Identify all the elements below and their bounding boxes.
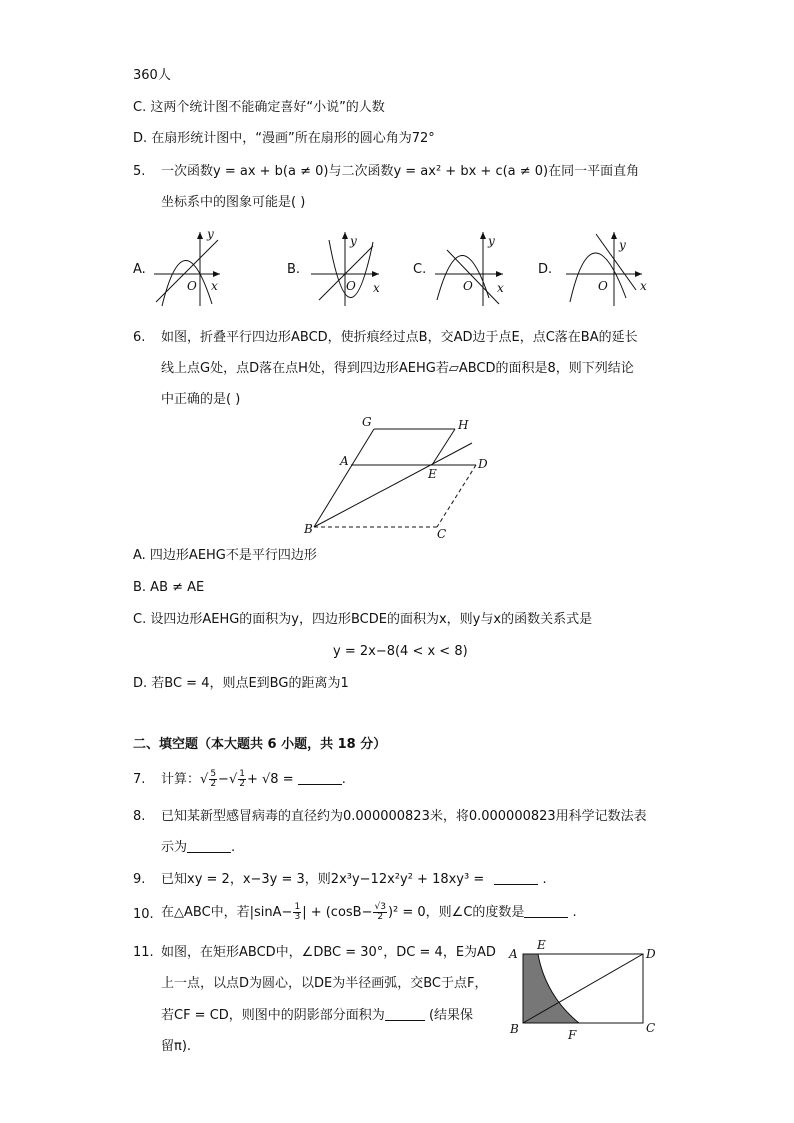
- q6-figure: [300, 412, 500, 542]
- q11-point-c: C: [646, 1021, 656, 1035]
- q10-fraction-2: [373, 903, 386, 922]
- q11-answer-blank[interactable]: [385, 1008, 425, 1021]
- q10-fraction-1-den: 3: [294, 912, 301, 922]
- q10-fraction-2-den: 2: [377, 912, 384, 922]
- q5-a-origin-label: O: [187, 279, 197, 293]
- q6-stem-line2: 线上点G处，点D落在点H处，得到四边形AEHG若▱ABCD的面积是8，则下列结论: [161, 361, 634, 376]
- q7-expression: [161, 768, 346, 792]
- q11-line1: 如图，在矩形ABCD中，∠DBC = 30°，DC = 4，E为AD: [161, 945, 496, 960]
- q11-number: 11.: [133, 945, 154, 960]
- q5-number: 5.: [133, 164, 146, 179]
- q6-point-b: B: [304, 522, 313, 536]
- q11-line3-text: 若CF = CD，则图中的阴影部分面积为: [161, 1008, 385, 1023]
- q10-fraction-2-num: √3: [374, 902, 386, 912]
- q4-continuation: 360人: [133, 68, 171, 83]
- q6-point-g: G: [362, 415, 372, 429]
- q5-b-x-label: x: [373, 281, 380, 295]
- q5-option-a-label: A.: [133, 262, 146, 277]
- q5-b-origin-label: O: [346, 279, 356, 293]
- q7-fraction-2: [238, 770, 246, 789]
- q11-line3-tail: (结果保: [428, 1008, 474, 1023]
- q10-end: .: [572, 905, 577, 920]
- q5-stem-line1: 一次函数y = ax + b(a ≠ 0)与二次函数y = ax² + bx + c(a ≠ 0)在同一平面直角: [161, 164, 640, 179]
- q4-option-d: D. 在扇形统计图中，“漫画”所在扇形的圆心角为72°: [133, 131, 435, 146]
- q10-text-3: )² = 0，则∠C的度数是: [387, 905, 525, 920]
- q9-text: 已知xy = 2，x−3y = 3，则2x³y−12x²y² + 18xy³ =: [161, 872, 485, 887]
- q5-graph-b: [307, 228, 397, 308]
- q7-fraction-1: [209, 770, 217, 789]
- q11-point-f: F: [568, 1028, 577, 1042]
- q11-point-d: D: [646, 947, 656, 961]
- q7-answer-blank[interactable]: [298, 772, 342, 785]
- q7-radical-2: √: [228, 772, 238, 787]
- q7-tail: + √8 =: [246, 772, 294, 787]
- q6-option-d: D. 若BC = 4，则点E到BG的距离为1: [133, 676, 349, 691]
- q7-radical-1: √: [200, 772, 209, 787]
- q5-d-origin-label: O: [598, 279, 608, 293]
- q6-point-a: A: [340, 454, 349, 468]
- q7-prefix: 计算：: [161, 772, 201, 787]
- q5-b-y-label: y: [350, 234, 357, 248]
- q6-point-h: H: [458, 418, 469, 432]
- q6-number: 6.: [133, 330, 146, 345]
- q8-end: .: [231, 840, 236, 855]
- q7-fraction-1-num: 5: [210, 769, 217, 779]
- q10-text-1: 在△ABC中，若|sinA−: [161, 905, 293, 920]
- q5-d-x-label: x: [640, 279, 647, 293]
- q8-line1: 已知某新型感冒病毒的直径约为0.000000823米，将0.000000823用科学记数法表: [161, 809, 647, 824]
- q10-text-line: [161, 901, 577, 925]
- q6-option-b: B. AB ≠ AE: [133, 580, 205, 595]
- q5-d-y-label: y: [619, 238, 626, 252]
- q8-line2-text: 示为: [161, 840, 188, 855]
- q9-answer-blank[interactable]: [494, 872, 538, 885]
- q6-point-d: D: [478, 457, 488, 471]
- q9-end: .: [542, 872, 547, 887]
- q4-option-c: C. 这两个统计图不能确定喜好“小说”的人数: [133, 100, 385, 115]
- q11-figure: [505, 936, 665, 1046]
- q7-minus: −: [218, 772, 229, 787]
- q5-c-y-label: y: [488, 234, 495, 248]
- q10-fraction-1-num: 1: [294, 902, 301, 912]
- q6-option-c-formula: y = 2x−8(4 < x < 8): [333, 644, 468, 659]
- q5-graph-a: [150, 228, 240, 308]
- q10-fraction-1: [293, 903, 301, 922]
- q5-c-origin-label: O: [463, 279, 473, 293]
- q5-c-x-label: x: [497, 281, 504, 295]
- q6-stem-line3: 中正确的是( ): [161, 392, 241, 407]
- q5-a-x-label: x: [211, 279, 218, 293]
- q11-line4: 留π).: [161, 1039, 192, 1054]
- q5-stem-line2: 坐标系中的图象可能是( ): [161, 195, 306, 210]
- q8-number: 8.: [133, 809, 146, 824]
- q6-option-a: A. 四边形AEHG不是平行四边形: [133, 548, 317, 563]
- q7-end: .: [341, 772, 346, 787]
- q7-fraction-2-num: 1: [239, 769, 245, 779]
- q5-option-d-label: D.: [538, 262, 553, 277]
- q8-line2: [161, 840, 235, 856]
- q5-graph-d: [562, 228, 657, 308]
- q5-a-y-label: y: [207, 227, 214, 241]
- q11-point-a: A: [509, 947, 518, 961]
- q6-stem-line1: 如图，折叠平行四边形ABCD，使折痕经过点B，交AD边于点E，点C落在BA的延长: [161, 330, 638, 345]
- section-2-header: 二、填空题（本大题共 6 小题，共 18 分）: [133, 737, 387, 752]
- q10-answer-blank[interactable]: [524, 905, 568, 918]
- q5-graph-c: [431, 228, 521, 308]
- q7-number: 7.: [133, 772, 146, 787]
- q6-point-c: C: [437, 527, 447, 541]
- q9-number: 9.: [133, 872, 146, 887]
- q11-line3: [161, 1008, 473, 1024]
- q10-text-2: | + (cosB−: [302, 905, 373, 920]
- q7-fraction-2-den: 2: [239, 779, 245, 789]
- q6-option-c: C. 设四边形AEHG的面积为y，四边形BCDE的面积为x，则y与x的函数关系式是: [133, 612, 593, 627]
- q5-option-c-label: C.: [413, 262, 427, 277]
- q7-fraction-1-den: 2: [210, 779, 217, 789]
- q11-point-b: B: [510, 1022, 519, 1036]
- q9-text-line: [161, 872, 547, 888]
- q6-point-e: E: [428, 467, 437, 481]
- q10-number: 10.: [133, 907, 154, 922]
- q11-point-e: E: [537, 938, 546, 952]
- q8-answer-blank[interactable]: [187, 840, 231, 853]
- q11-line2: 上一点，以点D为圆心，以DE为半径画弧，交BC于点F，: [161, 976, 488, 991]
- q5-option-b-label: B.: [287, 262, 301, 277]
